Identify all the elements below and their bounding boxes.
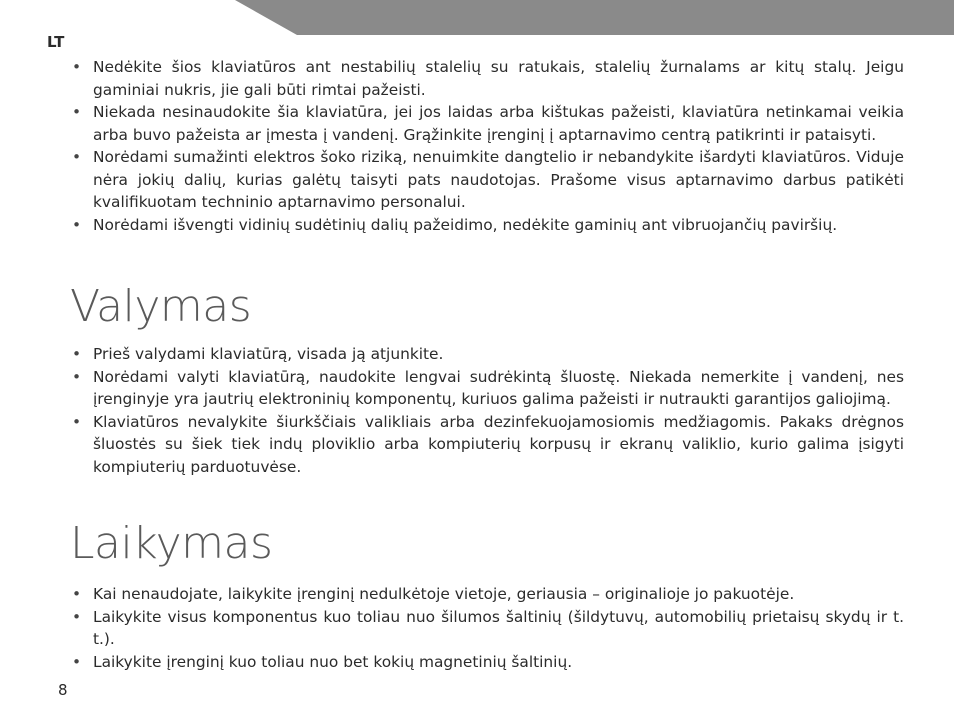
header-tab-decoration: [235, 0, 954, 35]
list-item: • Nedėkite šios klaviatūros ant nestabilių stalelių su ratukais, stalelių žurnalams ar kitų stalų. Jeigu gaminiai nukris, jie gali būti rimtai pažeisti.: [70, 56, 904, 101]
storage-list: [70, 583, 904, 673]
list-item: • Laikykite įrenginį kuo toliau nuo bet kokių magnetinių šaltinių.: [70, 651, 904, 674]
cleaning-list: [70, 343, 904, 478]
language-code: LT: [47, 33, 65, 51]
list-item: • Norėdami sumažinti elektros šoko riziką, nenuimkite dangtelio ir nebandykite išardyti klaviatūros. Viduje nėra jokių dalių, kurias galėtų taisyti pats naudotojas. Prašome visus aptarnavimo darbus patikėti kvalifikuotam techninio aptarnavimo personalui.: [70, 146, 904, 214]
section-title-cleaning: Valymas: [70, 281, 252, 332]
list-item: • Kai nenaudojate, laikykite įrenginį nedulkėtoje vietoje, geriausia – originalioje jo pakuotėje.: [70, 583, 904, 606]
list-item: • Niekada nesinaudokite šia klaviatūra, jei jos laidas arba kištukas pažeisti, klaviatūra netinkamai veikia arba buvo pažeista ar įmesta į vandenį. Grąžinkite įrenginį į aptarnavimo centrą patikrinti ir pataisyti.: [70, 101, 904, 146]
page-number: 8: [58, 681, 68, 699]
intro-list: [70, 56, 904, 236]
list-item: • Prieš valydami klaviatūrą, visada ją atjunkite.: [70, 343, 904, 366]
list-item: • Klaviatūros nevalykite šiurkščiais valikliais arba dezinfekuojamosiomis medžiagomis. Pakaks drėgnos šluostės su šiek tiek indų ploviklio arba kompiuterių korpusų ir ekranų valiklio, kurio galima įsigyti kompiuterių parduotuvėse.: [70, 411, 904, 479]
list-item: • Norėdami išvengti vidinių sudėtinių dalių pažeidimo, nedėkite gaminių ant vibruojančių paviršių.: [70, 214, 904, 237]
list-item: • Norėdami valyti klaviatūrą, naudokite lengvai sudrėkintą šluostę. Niekada nemerkite į vandenį, nes įrenginyje yra jautrių elektroninių komponentų, kuriuos galima pažeisti ir nutraukti garantijos galiojimą.: [70, 366, 904, 411]
section-title-storage: Laikymas: [70, 518, 273, 569]
list-item: • Laikykite visus komponentus kuo toliau nuo šilumos šaltinių (šildytuvų, automobilių prietaisų skydų ir t. t.).: [70, 606, 904, 651]
